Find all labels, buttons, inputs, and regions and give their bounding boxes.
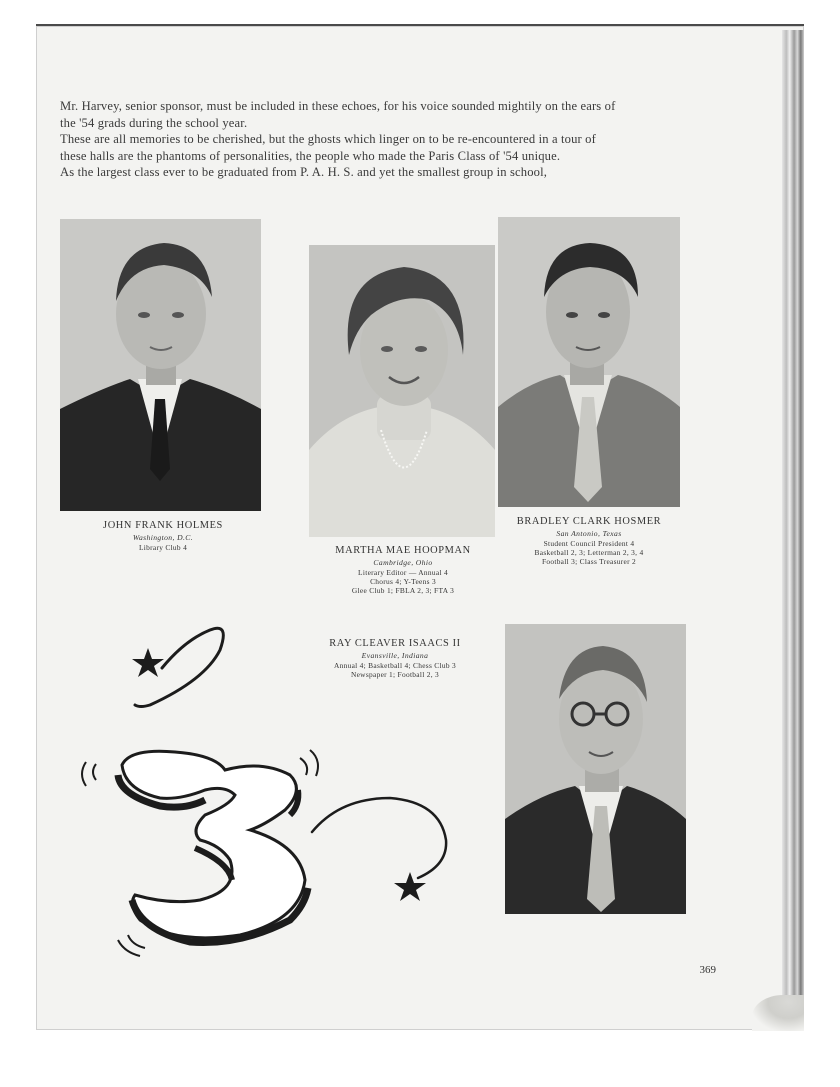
activity-line: Library Club 4 — [138, 543, 188, 552]
activity-line: Newspaper 1; Football 2, 3 — [350, 670, 440, 679]
activity-line: Basketball 2, 3; Letterman 2, 3, 4 — [534, 548, 644, 557]
intro-text — [60, 98, 700, 181]
activity-line: Literary Editor — Annual 4 — [358, 568, 448, 577]
student-name: RAY CLEAVER ISAACS II — [329, 638, 461, 649]
activity-line: Student Council President 4 — [543, 539, 635, 548]
student-hometown: Evansville, Indiana — [361, 651, 429, 660]
portrait-martha-mae-hoopman — [309, 245, 495, 537]
intro-line-3: These are all memories to be cherished, but the ghosts which linger on to be re-encountered in a tour of — [60, 132, 596, 146]
activity-line: Chorus 4; Y-Teens 3 — [370, 577, 436, 586]
intro-line-1: Mr. Harvey, senior sponsor, must be included in these echoes, for his voice sounded mightily on the ears of — [60, 99, 616, 113]
student-hometown: San Antonio, Texas — [556, 529, 622, 538]
activity-line: Annual 4; Basketball 4; Chess Club 3 — [333, 661, 457, 670]
caption-martha-mae-hoopman — [310, 545, 496, 595]
activity-line: Football 3; Class Treasurer 2 — [541, 557, 637, 566]
student-name: BRADLEY CLARK HOSMER — [516, 516, 662, 527]
caption-john-frank-holmes — [70, 520, 256, 552]
portrait-photo — [498, 217, 680, 507]
student-hometown: Washington, D.C. — [132, 533, 194, 542]
portrait-photo — [505, 624, 686, 914]
student-activities — [310, 568, 496, 595]
intro-line-2: the '54 grads during the school year. — [60, 115, 248, 130]
intro-line-4: these halls are the phantoms of personalities, the people who made the Paris Class of '54 unique. — [60, 148, 561, 163]
student-hometown: Cambridge, Ohio — [373, 558, 433, 567]
portrait-john-frank-holmes — [60, 219, 261, 511]
activity-line: Glee Club 1; FBLA 2, 3; FTA 3 — [351, 586, 455, 595]
student-activities — [494, 539, 684, 566]
portrait-bradley-clark-hosmer — [498, 217, 680, 507]
portrait-ray-cleaver-isaacs — [505, 624, 686, 914]
intro-line-5: As the largest class ever to be graduated from P. A. H. S. and yet the smallest group in school, — [60, 165, 548, 179]
portrait-photo — [309, 245, 495, 537]
book-binding — [782, 30, 804, 998]
caption-ray-cleaver-isaacs — [300, 638, 490, 679]
portrait-photo — [60, 219, 261, 511]
student-activities — [70, 543, 256, 552]
student-name: MARTHA MAE HOOPMAN — [335, 545, 471, 556]
student-name: JOHN FRANK HOLMES — [103, 520, 223, 531]
caption-bradley-clark-hosmer — [494, 516, 684, 566]
page-number: 369 — [699, 964, 716, 976]
student-activities — [300, 661, 490, 679]
